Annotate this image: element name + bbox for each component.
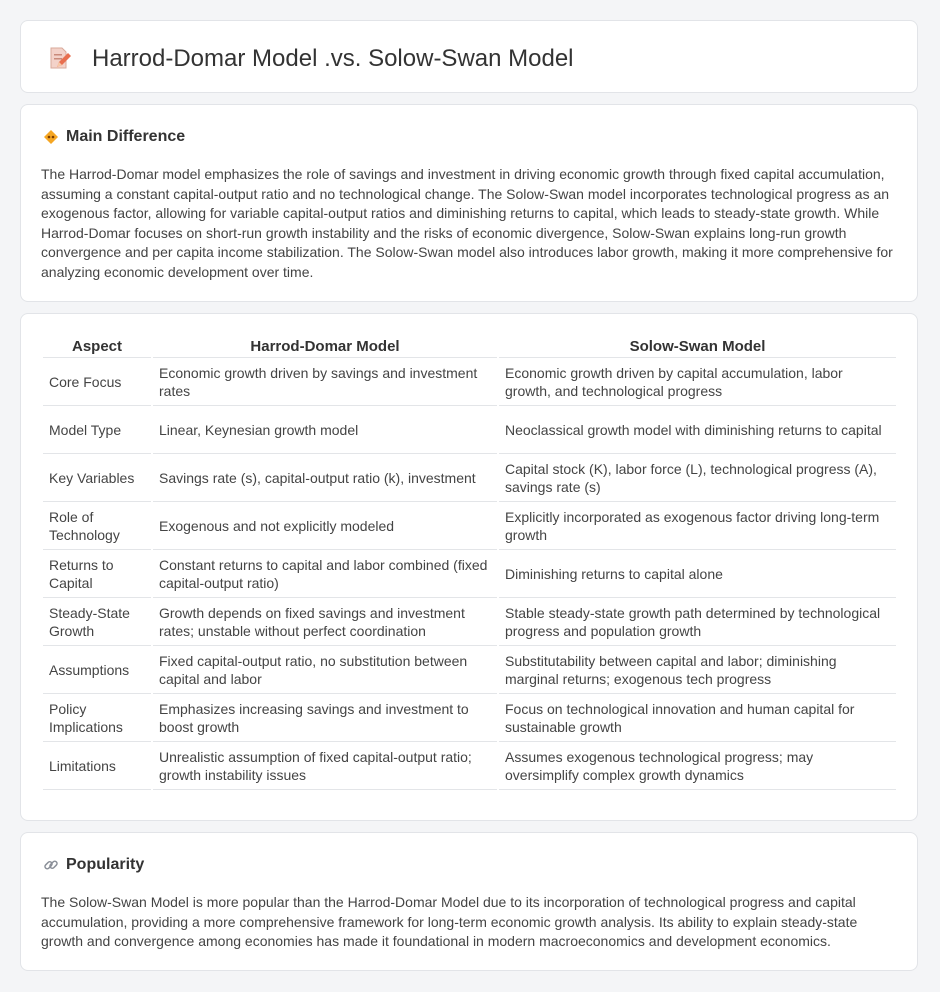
solow-swan-cell: Capital stock (K), labor force (L), technological progress (A), savings rate (s) [499,454,896,502]
table-row [43,742,896,790]
harrod-domar-cell: Growth depends on fixed savings and investment rates; unstable without perfect coordination [153,598,497,646]
harrod-domar-cell: Fixed capital-output ratio, no substitution between capital and labor [153,646,497,694]
table-row [43,502,896,550]
popularity-heading [43,855,144,875]
document-pencil-icon [47,46,71,70]
solow-swan-cell: Explicitly incorporated as exogenous factor driving long-term growth [499,502,896,550]
solow-swan-cell: Neoclassical growth model with diminishing returns to capital [499,406,896,454]
aspect-cell: Model Type [43,406,151,454]
harrod-domar-cell: Exogenous and not explicitly modeled [153,502,497,550]
diamond-warning-icon [43,129,59,145]
table-row [43,598,896,646]
aspect-cell: Role of Technology [43,502,151,550]
main-difference-heading-text: Main Difference [66,128,186,145]
aspect-cell: Policy Implications [43,694,151,742]
aspect-cell: Returns to Capital [43,550,151,598]
column-header-aspect: Aspect [43,335,151,358]
comparison-card [20,313,918,821]
harrod-domar-cell: Linear, Keynesian growth model [153,406,497,454]
aspect-cell: Limitations [43,742,151,790]
harrod-domar-cell: Savings rate (s), capital-output ratio (k), investment [153,454,497,502]
table-row [43,646,896,694]
popularity-heading-text: Popularity [66,856,145,873]
header-card [20,20,918,93]
solow-swan-cell: Assumes exogenous technological progress; may oversimplify complex growth dynamics [499,742,896,790]
popularity-text: The Solow-Swan Model is more popular than the Harrod-Domar Model due to its incorporation of technological progress and capital accumulation, providing a more comprehensive framework for long-term economic growth analysis. Its ability to explain steady-state growth and convergence among economies has made it foundational in modern macroeconomics and development economics. [41,894,858,949]
harrod-domar-cell: Economic growth driven by savings and investment rates [153,358,497,406]
page-title: Harrod-Domar Model .vs. Solow-Swan Model [92,45,574,72]
solow-swan-cell: Focus on technological innovation and human capital for sustainable growth [499,694,896,742]
harrod-domar-cell: Constant returns to capital and labor combined (fixed capital-output ratio) [153,550,497,598]
table-row [43,406,896,454]
table-row [43,358,896,406]
popularity-card [20,832,918,971]
aspect-cell: Core Focus [43,358,151,406]
solow-swan-cell: Diminishing returns to capital alone [499,550,896,598]
harrod-domar-cell: Unrealistic assumption of fixed capital-output ratio; growth instability issues [153,742,497,790]
solow-swan-cell: Stable steady-state growth path determined by technological progress and population growth [499,598,896,646]
aspect-cell: Steady-State Growth [43,598,151,646]
main-difference-text: The Harrod-Domar model emphasizes the role of savings and investment in driving economic growth through fixed capital accumulation, assuming a constant capital-output ratio and no technological change. The Solow-Swan model incorporates technological progress as an exogenous factor, allowing for variable capital-output ratios and diminishing returns to capital, which leads to steady-state growth. While Harrod-Domar focuses on short-run growth instability and the risks of economic divergence, Solow-Swan explains long-run growth convergence and per capita income stabilization. The Solow-Swan model also introduces labor growth, making it more comprehensive for analyzing economic development over time. [41,166,893,280]
column-header-solow-swan: Solow-Swan Model [499,335,896,358]
table-header-row [43,335,896,358]
link-icon [43,857,59,873]
main-difference-heading [43,127,185,147]
solow-swan-cell: Substitutability between capital and labor; diminishing marginal returns; exogenous tech progress [499,646,896,694]
harrod-domar-cell: Emphasizes increasing savings and investment to boost growth [153,694,497,742]
column-header-harrod-domar: Harrod-Domar Model [153,335,497,358]
table-row [43,550,896,598]
aspect-cell: Assumptions [43,646,151,694]
table-row [43,694,896,742]
solow-swan-cell: Economic growth driven by capital accumulation, labor growth, and technological progress [499,358,896,406]
table-row [43,454,896,502]
comparison-table [41,335,898,790]
main-difference-card [20,104,918,302]
aspect-cell: Key Variables [43,454,151,502]
